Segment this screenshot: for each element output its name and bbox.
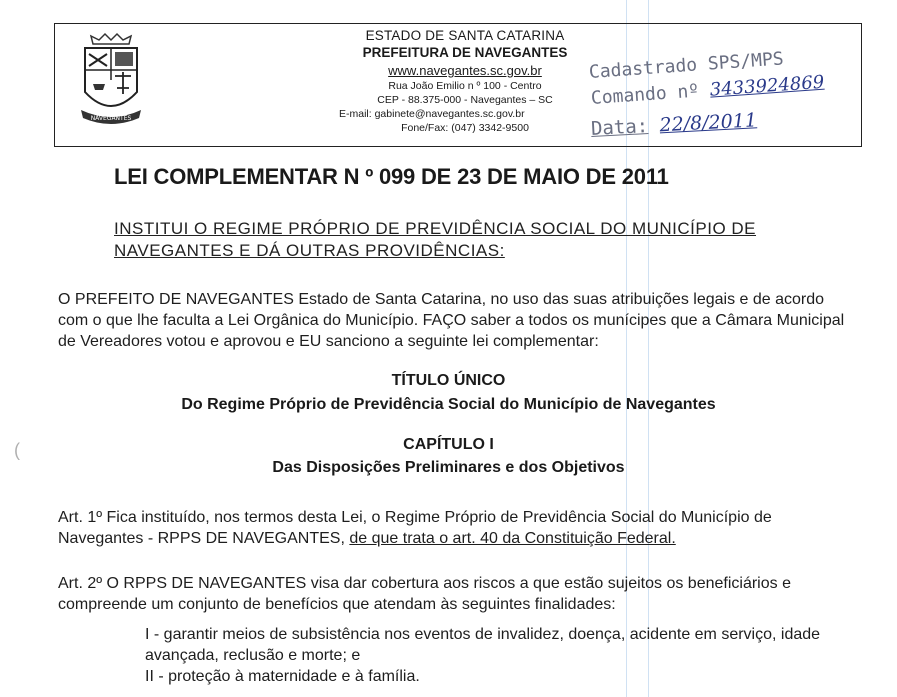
cep-line: CEP - 88.375-000 - Navegantes – SC xyxy=(377,94,553,106)
inciso-2: II - proteção à maternidade e à família. xyxy=(145,668,420,685)
stamp-command-number: 3433924869 xyxy=(709,71,825,101)
letterhead-text xyxy=(335,28,595,135)
address-line: Rua João Emilio n º 100 - Centro xyxy=(388,80,542,92)
article-1 xyxy=(58,507,858,549)
law-summary: INSTITUI O REGIME PRÓPRIO DE PREVIDÊNCIA SOCIAL DO MUNICÍPIO DE NAVEGANTES E DÁ OUTRAS PROVIDÊNCIAS: xyxy=(114,219,757,260)
article-2: Art. 2º O RPPS DE NAVEGANTES visa dar cobertura aos riscos a que estão sujeitos os beneficiários e compreende um conjunto de benefícios que atendam às seguintes finalidades: xyxy=(58,575,791,613)
title-subheading: Do Regime Próprio de Previdência Social do Município de Navegantes xyxy=(181,396,716,413)
article-1-text: Art. 1º Fica instituído, nos termos desta Lei, o Regime Próprio de Previdência Social do Município de Navegantes - RPPS DE NAVEGANTES, xyxy=(58,509,772,547)
scan-edge-mark: ( xyxy=(14,440,20,460)
stamp-date xyxy=(590,109,757,140)
chapter-subheading: Das Disposições Preliminares e dos Objetivos xyxy=(272,459,625,476)
municipal-crest-icon xyxy=(79,32,143,130)
state-name: ESTADO DE SANTA CATARINA xyxy=(365,28,565,43)
inciso-1: I - garantir meios de subsistência nos eventos de invalidez, doença, acidente em serviço, idade avançada, reclusão e morte; e xyxy=(145,626,821,664)
phone-line: Fone/Fax: (047) 3342-9500 xyxy=(401,122,529,134)
letterhead xyxy=(54,23,862,147)
prefeitura-name: PREFEITURA DE NAVEGANTES xyxy=(362,45,568,60)
crest-label: NAVEGANTES xyxy=(90,115,132,122)
email-line: E-mail: gabinete@navegantes.sc.gov.br xyxy=(339,108,525,120)
stamp-date-value: 22/8/2011 xyxy=(658,109,758,137)
stamp-command-label: Comando nº xyxy=(590,80,700,109)
website-link[interactable]: www.navegantes.sc.gov.br xyxy=(388,63,542,78)
article-1-reference: de que trata o art. 40 da Constituição Federal. xyxy=(349,530,676,547)
stamp-registered: Cadastrado SPS/MPS xyxy=(588,48,785,83)
registration-stamp xyxy=(585,48,855,168)
preamble-paragraph: O PREFEITO DE NAVEGANTES Estado de Santa Catarina, no uso das suas atribuições legais e de acordo com o que lhe faculta a Lei Orgânica do Município. FAÇO saber a todos os munícipes que a Câmara Municipal de Vereadores votou e aprovou e EU sanciono a seguinte lei complementar: xyxy=(58,291,845,350)
law-title: LEI COMPLEMENTAR N º 099 DE 23 DE MAIO DE 2011 xyxy=(114,164,669,189)
chapter-heading: CAPÍTULO I xyxy=(403,436,494,453)
title-heading: TÍTULO ÚNICO xyxy=(391,372,506,389)
stamp-date-label: Data: xyxy=(590,115,649,140)
